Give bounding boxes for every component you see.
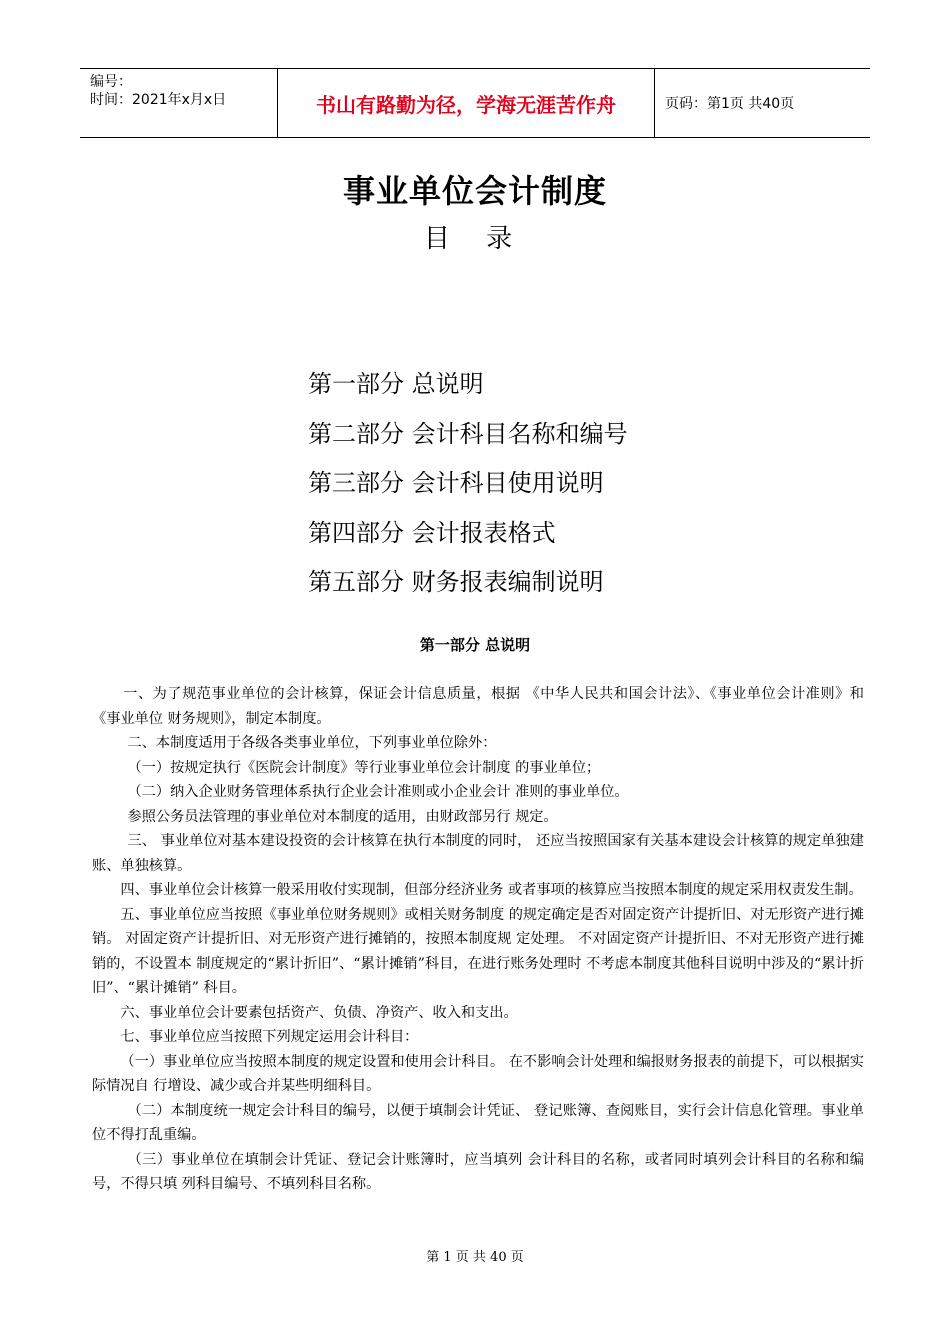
toc-heading: 目 录 xyxy=(423,224,527,254)
paragraph: 六、事业单位会计要素包括资产、负债、净资产、收入和支出。 xyxy=(120,1004,518,1021)
paragraph: （二）纳入企业财务管理体系执行企业会计准则或小企业会计 准则的事业单位。 xyxy=(127,784,629,800)
paragraph: （三）事业单位在填制会计凭证、登记会计账簿时，应当填列 会计科目的名称，或者同时填列会计科目的名称和编号，不得只填 列科目编号、不填列科目名称。 xyxy=(92,1151,864,1192)
paragraph: 三、 事业单位对基本建设投资的会计核算在执行本制度的同时， 还应当按照国家有关基本建设会计核算的规定单独建账、单独核算。 xyxy=(92,833,864,874)
toc-item: 第二部分 会计科目名称和编号 xyxy=(308,419,628,448)
page-header xyxy=(80,68,870,138)
header-page-info: 页码：第1页 共40页 xyxy=(654,69,870,137)
paragraph: （一）按规定执行《医院会计制度》等行业事业单位会计制度 的事业单位； xyxy=(127,759,601,776)
paragraph: （一）事业单位应当按照本制度的规定设置和使用会计科目。 在不影响会计处理和编报财务报表的前提下，可以根据实际情况自 行增设、减少或合并某些明细科目。 xyxy=(92,1053,864,1094)
document-number-label: 编号： xyxy=(90,74,132,90)
section-heading: 第一部分 总说明 xyxy=(419,636,531,654)
document-title: 事业单位会计制度 xyxy=(342,172,607,210)
document-date-label: 时间：2021年x月x日 xyxy=(90,92,227,108)
toc-item: 第五部分 财务报表编制说明 xyxy=(308,568,604,596)
page-footer: 第 1 页 共 40 页 xyxy=(426,1250,524,1265)
header-motto: 书山有路勤为径，学海无涯苦作舟 xyxy=(316,92,616,117)
paragraph: 四、事业单位会计核算一般采用收付实现制，但部分经济业务 或者事项的核算应当按照本制度的规定采用权责发生制。 xyxy=(120,882,863,898)
toc-item: 第四部分 会计报表格式 xyxy=(308,518,556,547)
paragraph: 参照公务员法管理的事业单位对本制度的适用，由财政部另行 规定。 xyxy=(127,808,558,825)
paragraph: （二）本制度统一规定会计科目的编号，以便于填制会计凭证、 登记账簿、查阅账目，实行会计信息化管理。事业单位不得打乱重编。 xyxy=(92,1102,864,1143)
toc-item: 第一部分 总说明 xyxy=(308,370,484,398)
paragraph: 一、为了规范事业单位的会计核算，保证会计信息质量，根据 《中华人民共和国会计法》、《事业单位会计准则》和《事业单位 财务规则》，制定本制度。 xyxy=(92,686,864,727)
paragraph: 七、事业单位应当按照下列规定运用会计科目： xyxy=(120,1029,419,1045)
paragraph: 二、本制度适用于各级各类事业单位，下列事业单位除外： xyxy=(127,735,497,751)
header-meta xyxy=(80,69,278,137)
table-of-contents xyxy=(308,366,628,614)
paragraph: 五、事业单位应当按照《事业单位财务规则》或相关财务制度 的规定确定是否对固定资产计提折旧、对无形资产进行摊销。 对固定资产计提折旧、对无形资产进行摊销的，按照本制度规 定处理。 不对固定资产计提折旧、不对无形资产进行摊销的，不设置本 制度规定的“累计折旧”、“累计摊销”科目，在进行账务处理时 不考虑本制度其他科目说明中涉及的“累计折旧”、“累计摊销” 科目。 xyxy=(92,906,864,996)
body-text xyxy=(92,682,864,1197)
toc-item: 第三部分 会计科目使用说明 xyxy=(308,469,604,497)
